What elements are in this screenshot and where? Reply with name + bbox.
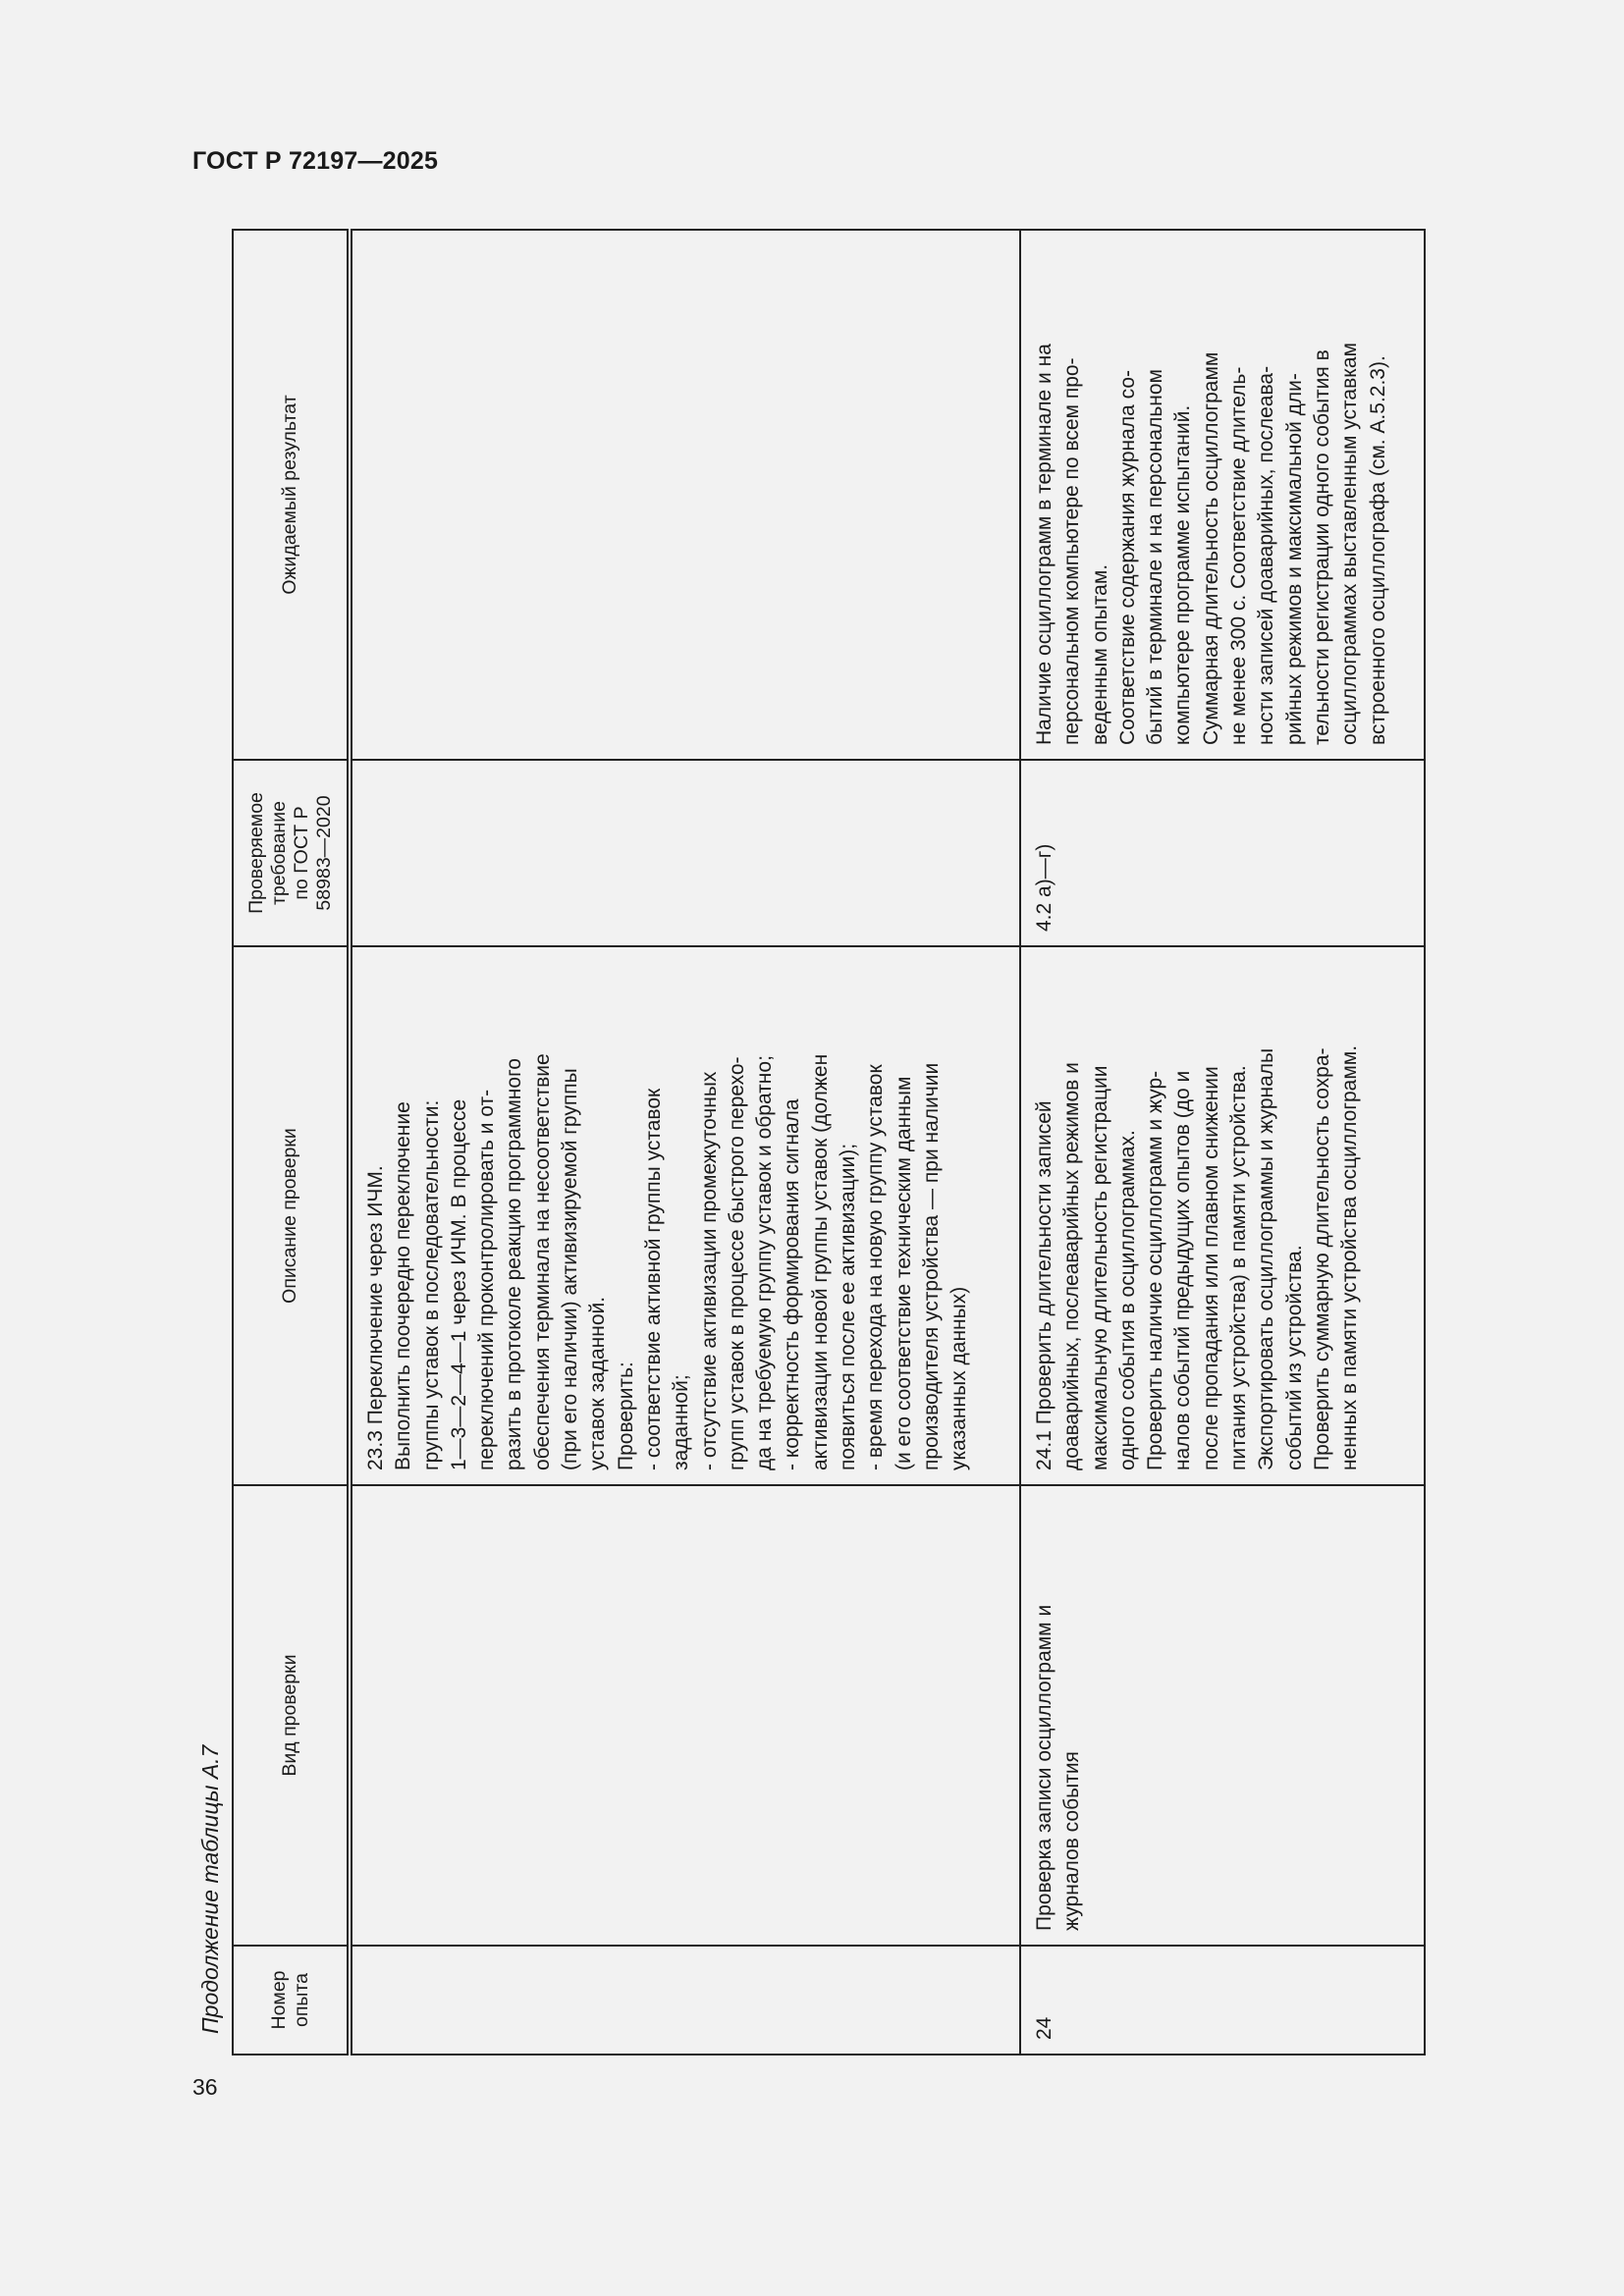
table-caption-wrapper bbox=[192, 915, 228, 2034]
column-header-description: Описание проверки bbox=[233, 946, 350, 1485]
cell-requirement: 4.2 а)—г) bbox=[1020, 760, 1425, 946]
cell-number: 24 bbox=[1020, 1946, 1425, 2055]
cell-description: 24.1 Проверить длительности записей доаварийных, послеаварийных режимов и максимальную длительность регистрации одного события в осциллограммах. Проверить наличие осциллограмм и жур- налов событий предыдущих опытов (до и после пропадания или плавном снижении питания устройства) в памяти устройства. Экспортировать осциллограммы и журналы событий из устройства. Проверить суммарную длительность сохра- ненных в памяти устройства осциллограмм. bbox=[1020, 946, 1425, 1485]
table-row bbox=[350, 230, 1020, 2055]
cell-type: Проверка записи осциллограмм и журналов события bbox=[1020, 1485, 1425, 1946]
column-header-type: Вид проверки bbox=[233, 1485, 350, 1946]
cell-description: 23.3 Переключение через ИЧМ. Выполнить поочередно переключение группы уставок в последовательности: 1—3—2—4—1 через ИЧМ. В процессе переключений проконтролировать и от- разить в протоколе реакцию программного обеспечения терминала на несоответствие (при его наличии) активизируемой группы уставок заданной. Проверить: - соответствие активной группы уставок заданной; - отсутствие активизации промежуточных групп уставок в процессе быстрого перехо- да на требуемую группу уставок и обратно; - корректность формирования сигнала активизации новой группы уставок (должен появиться после ее активизации); - время перехода на новую группу уставок (и его соответствие техническим данным производителя устройства — при наличии указанных данных) bbox=[350, 946, 1020, 1485]
column-header-requirement: Проверяемое требование по ГОСТ Р 58983—2020 bbox=[233, 760, 350, 946]
table-row bbox=[1020, 230, 1425, 2055]
cell-requirement bbox=[350, 760, 1020, 946]
cell-expected bbox=[350, 230, 1020, 760]
table-caption: Продолжение таблицы А.7 bbox=[197, 1744, 223, 2034]
cell-number bbox=[350, 1946, 1020, 2055]
document-header: ГОСТ Р 72197—2025 bbox=[192, 147, 439, 175]
column-header-number: Номер опыта bbox=[233, 1946, 350, 2055]
table-header-row bbox=[233, 230, 350, 2055]
test-table bbox=[232, 229, 1426, 2056]
page-number: 36 bbox=[192, 2074, 218, 2100]
cell-type bbox=[350, 1485, 1020, 1946]
column-header-expected: Ожидаемый результат bbox=[233, 230, 350, 760]
cell-expected: Наличие осциллограмм в терминале и на персональном компьютере по всем про- веденным опытам. Соответствие содержания журнала со- бытий в терминале и на персональном компьютере программе испытаний. Суммарная длительность осциллограмм не менее 300 с. Соответствие длитель- ности записей доаварийных, послеава- рийных режимов и максимальной дли- тельности регистрации одного события в осциллограммах выставленным уставкам встроенного осциллографа (см. А.5.2.3). bbox=[1020, 230, 1425, 760]
rotated-table-container bbox=[232, 231, 1424, 2056]
